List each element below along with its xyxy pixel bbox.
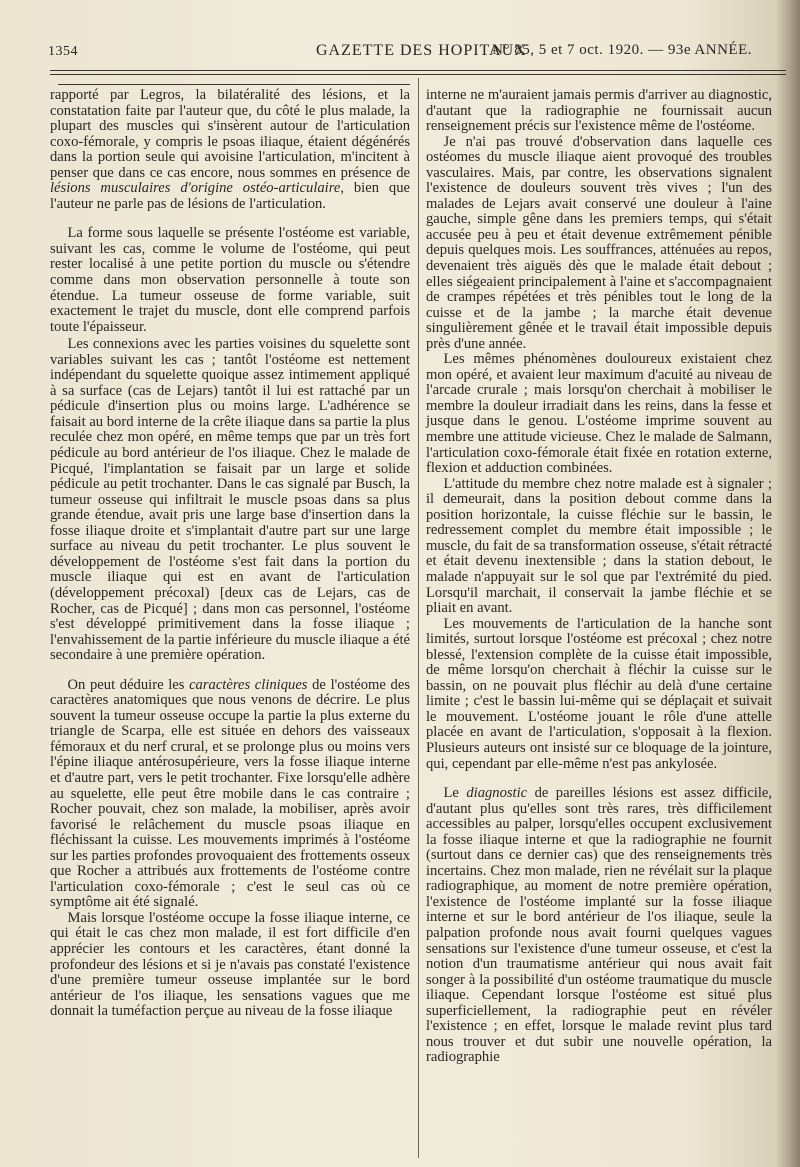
page-number: 1354: [48, 44, 78, 59]
italic-phrase: caractères cliniques: [189, 676, 308, 693]
italic-phrase: lésions musculaires d'origine ostéo-articulaire: [50, 180, 341, 197]
right-column: [426, 88, 772, 1066]
paragraph: Les mouvements de l'articulation de la hanche sont limités, surtout lorsque l'ostéome est précoxal ; chez notre blessé, l'extension complète de la cuisse était impossible, de même lorsqu'on cherchait à fléchir la cuisse sur le bassin, on ne pouvait plus fléchir au delà d'une certaine limite ; c'est le bassin lui-même qui se déplaçait et suivait le mouvement. L'ostéome jouant le rôle d'une attelle placée en avant de l'articulation, s'opposait à la flexion. Plusieurs auteurs ont insisté sur ce bloquage de la jointure, qui, cependant par elle-même n'est pas ankylosée.: [426, 615, 772, 772]
header-rule-top: [50, 70, 786, 71]
paragraph: On peut déduire les caractères cliniques de l'ostéome des caractères anatomiques que nous venons de décrire. Le plus souvent la tumeur osseuse occupe la partie la plus externe du triangle de Scarpa, elle est située en dehors des vaisseaux fémoraux et du nerf crural, et se prolonge plus ou moins vers l'épine iliaque antérosupérieure, vers la fosse iliaque interne et d'autre part, vers le petit trochanter. Fixe lorsqu'elle adhère au squelette, elle peut être mobile dans le cas contraire ; Rocher pouvait, chez son malade, la mobiliser, après avoir favorisé le relâchement du muscle psoas iliaque en fléchissant la cuisse. Les mouvements imprimés à l'ostéome sur les parties profondes provoquaient des frottements osseux que Rocher a attribués aux frottements de l'ostéome contre l'articulation coxo-fémorale ; c'est le seul cas où ce symptôme ait été signalé.: [50, 676, 410, 911]
paragraph: Mais lorsque l'ostéome occupe la fosse iliaque interne, ce qui était le cas chez mon malade, il est fort difficile d'en apprécier les contours et les caractères, étant donné la profondeur des lésions et si je n'avais pas constaté l'existence d'une première tumeur osseuse implantée sur le bord antérieur de l'os iliaque, les sensations vagues que me donnait la tuméfaction perçue au niveau de la fosse iliaque: [50, 909, 410, 1020]
paragraph: Je n'ai pas trouvé d'observation dans laquelle ces ostéomes du muscle iliaque aient provoqué des troubles vasculaires. Mais, par contre, les observations signalent l'existence de douleurs souvent très vives ; l'un des malades de Lejars avait conservé une douleur à l'aine gauche, simple gêne dans les premiers temps, qui s'était accusée peu à peu et était devenue extrêmement pénible depuis quelques mois. Les souffrances, atténuées au repos, devenaient très aiguës dès que le malade était debout ; elles siégeaient principalement à l'aine et s'accompagnaient de crampes répétées et très pénibles tout le long de la cuisse et de la jambe ; la marche était devenue singulièrement gênée et le travail était impossible depuis près d'une année.: [426, 133, 772, 352]
paragraph: La forme sous laquelle se présente l'ostéome est variable, suivant les cas, comme le volume de l'ostéome, qui peut rester localisé à une petite portion du muscle ou s'étendre comme dans mon observation personnelle à toute son étendue. La tumeur osseuse de forme variable, suit exactement le trajet du muscle, dont elle comprend parfois toute l'épaisseur.: [50, 225, 410, 335]
left-column: [50, 88, 410, 1020]
paragraph: Les mêmes phénomènes douloureux existaient chez mon opéré, et avaient leur maximum d'acuité au niveau de l'arcade crurale ; mais lorsqu'on cherchait à mobiliser le membre la douleur irradiait dans les reins, dans la fesse et jusque dans le genou. L'ostéome imprime souvent au membre une attitude vicieuse. Chez le malade de Salmann, l'articulation coxo-fémorale était fixée en rotation externe, flexion et adduction combinées.: [426, 351, 772, 477]
paragraph: Les connexions avec les parties voisines du squelette sont variables suivant les cas ; tantôt l'ostéome est nettement indépendant du squelette quoique assez intimement appliqué à sa surface (cas de Lejars) tantôt il lui est rattaché par un pédicule d'insertion plus ou moins large. L'adhérence se faisait au bord interne de la crête iliaque dans sa partie la plus reculée chez mon opéré, en même temps que par un très fort pédicule au bord antérieur de l'os iliaque. Chez le malade de Picqué, l'implantation se faisait par un large et solide pédicule au petit trochanter. Dans le cas signalé par Busch, la tumeur osseuse qui infiltrait le muscle psoas dans sa plus grande étendue, avait pris une large base d'insertion dans la fosse iliaque droite et s'implantait d'autre part sur une large surface au niveau du petit trochanter. Le plus souvent le développement de l'ostéome s'est fait dans la portion du muscle iliaque qui est en avant de l'articulation (développement précoxal) [deux cas de Lejars, cas de Rocher, cas de Picqué] ; dans mon cas personnel, l'ostéome s'est développé primitivement dans la fosse iliaque ; l'envahissement de la partie inférieure du muscle iliaque a été secondaire à une première opération.: [50, 336, 410, 664]
running-header: [40, 42, 752, 68]
paragraph: rapporté par Legros, la bilatéralité des lésions, et la constatation faite par l'auteur que, du côté le plus malade, la plupart des muscles qui s'insèrent autour de l'articulation coxo-fémorale, y compris le psoas iliaque, étaient dégénérés dans la portion seule qui avoisine l'articulation, m'incitent à penser que dans ce cas encore, nous sommes en présence de lésions musculaires d'origine ostéo-articulaire, bien que l'auteur ne parle pas de lésions de l'articulation.: [50, 87, 410, 212]
header-rule-bottom: [50, 74, 786, 75]
issue-info: N° 85, 5 et 7 oct. 1920. — 93e ANNÉE.: [492, 42, 752, 58]
journal-title: GAZETTE DES HOPITAUX: [316, 42, 527, 59]
paragraph: interne ne m'auraient jamais permis d'arriver au diagnostic, d'autant que la radiographie ne fournissait aucun renseignement précis sur l'existence même de l'ostéome.: [426, 87, 772, 135]
paragraph: Le diagnostic de pareilles lésions est assez difficile, d'autant plus qu'elles sont très rares, très difficilement accessibles au palper, lorsqu'elles occupent exclusivement la fosse iliaque interne et que la radiographie ne fournit (surtout dans ce dernier cas) que des renseignements très incertains. Chez mon malade, rien ne révélait sur la plaque radiographique, au moment de notre première opération, l'existence de l'ostéome implanté sur la fosse iliaque interne et sur le bord antérieur de l'os iliaque, seule la palpation profonde nous avait fourni quelques vagues sensations sur l'existence d'une tumeur osseuse, et c'est la notion d'un traumatisme antérieur qui nous avait fait songer à la possibilité d'un ostéome traumatique du muscle iliaque. Cependant lorsque l'ostéome est situé plus superficiellement, la radiographie peut en révéler l'existence ; en effet, lorsque le malade revint plus tard nous trouver et dut subir une nouvelle opération, la radiographie: [426, 785, 773, 1066]
italic-phrase: diagnostic: [466, 785, 528, 802]
column-top-rule: [58, 84, 410, 85]
column-separator: [418, 78, 419, 1158]
paragraph: L'attitude du membre chez notre malade est à signaler ; il demeurait, dans la position debout comme dans la position horizontale, la cuisse fléchie sur le bassin, le redressement complet du membre était impossible ; le muscle, du fait de sa transformation osseuse, s'était rétracté et était devenu inextensible ; dans la station debout, le malade n'appuyait sur le sol que par l'extrémité du pied. Lorsqu'il marchait, il conservait la jambe fléchie et se pliait en avant.: [426, 475, 772, 617]
